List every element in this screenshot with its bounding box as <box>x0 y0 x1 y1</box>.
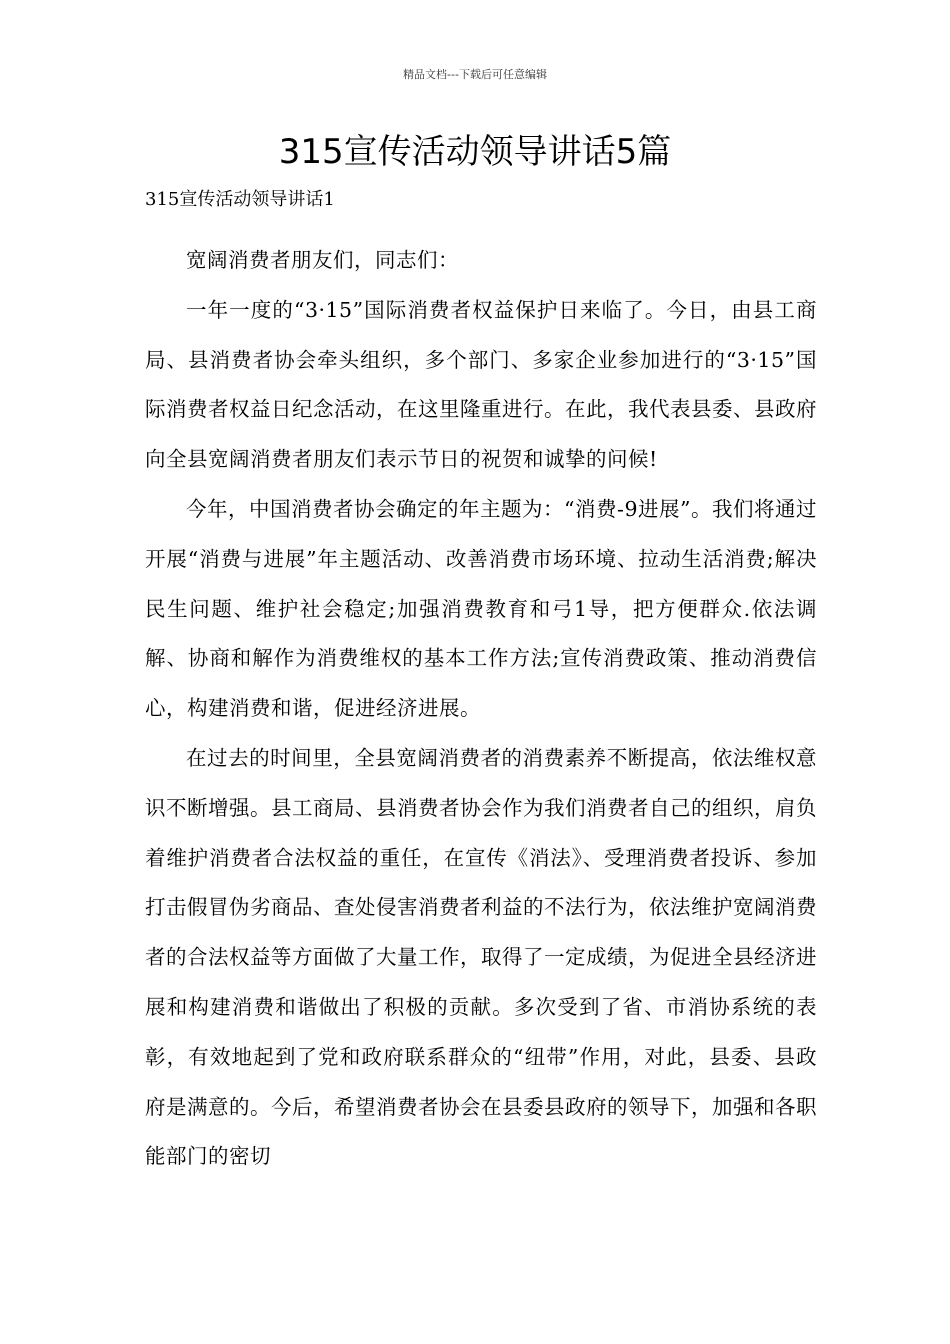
paragraph-achievements: 在过去的时间里，全县宽阔消费者的消费素养不断提高，依法维权意识不断增强。县工商局、县消费者协会作为我们消费者自己的组织，肩负着维护消费者合法权益的重任，在宣传《消法》、受理消费者投诉、参加打击假冒伪劣商品、查处侵害消费者利益的不法行为，依法维护宽阔消费者的合法权益等方面做了大量工作，取得了一定成绩，为促进全县经济进展和构建消费和谐做出了积极的贡献。多次受到了省、市消协系统的表彰，有效地起到了党和政府联系群众的“纽带”作用，对此，县委、县政府是满意的。今后，希望消费者协会在县委县政府的领导下，加强和各职能部门的密切 <box>145 745 817 1169</box>
document-title: 315宣传活动领导讲话5篇 <box>278 132 672 172</box>
paragraph-intro: 一年一度的“3·15”国际消费者权益保护日来临了。今日，由县工商局、县消费者协会牵头组织，多个部门、多家企业参加进行的“3·15”国际消费者权益日纪念活动，在这里隆重进行。在此，我代表县委、县政府向全县宽阔消费者朋友们表示节日的祝贺和诚挚的问候! <box>145 297 817 472</box>
paragraph-theme: 今年，中国消费者协会确定的年主题为：“消费-9进展”。我们将通过开展“消费与进展”年主题活动、改善消费市场环境、拉动生活消费;解决民生问题、维护社会稳定;加强消费教育和弓1导，把方便群众.依法调解、协商和解作为消费维权的基本工作方法;宣传消费政策、推动消费信心，构建消费和谐，促进经济进展。 <box>145 496 817 721</box>
paragraph-greeting: 宽阔消费者朋友们，同志们： <box>186 248 459 272</box>
document-body <box>145 236 817 1182</box>
section-subtitle: 315宣传活动领导讲话1 <box>145 189 335 210</box>
header-note: 精品文档---下载后可任意编辑 <box>403 68 547 81</box>
